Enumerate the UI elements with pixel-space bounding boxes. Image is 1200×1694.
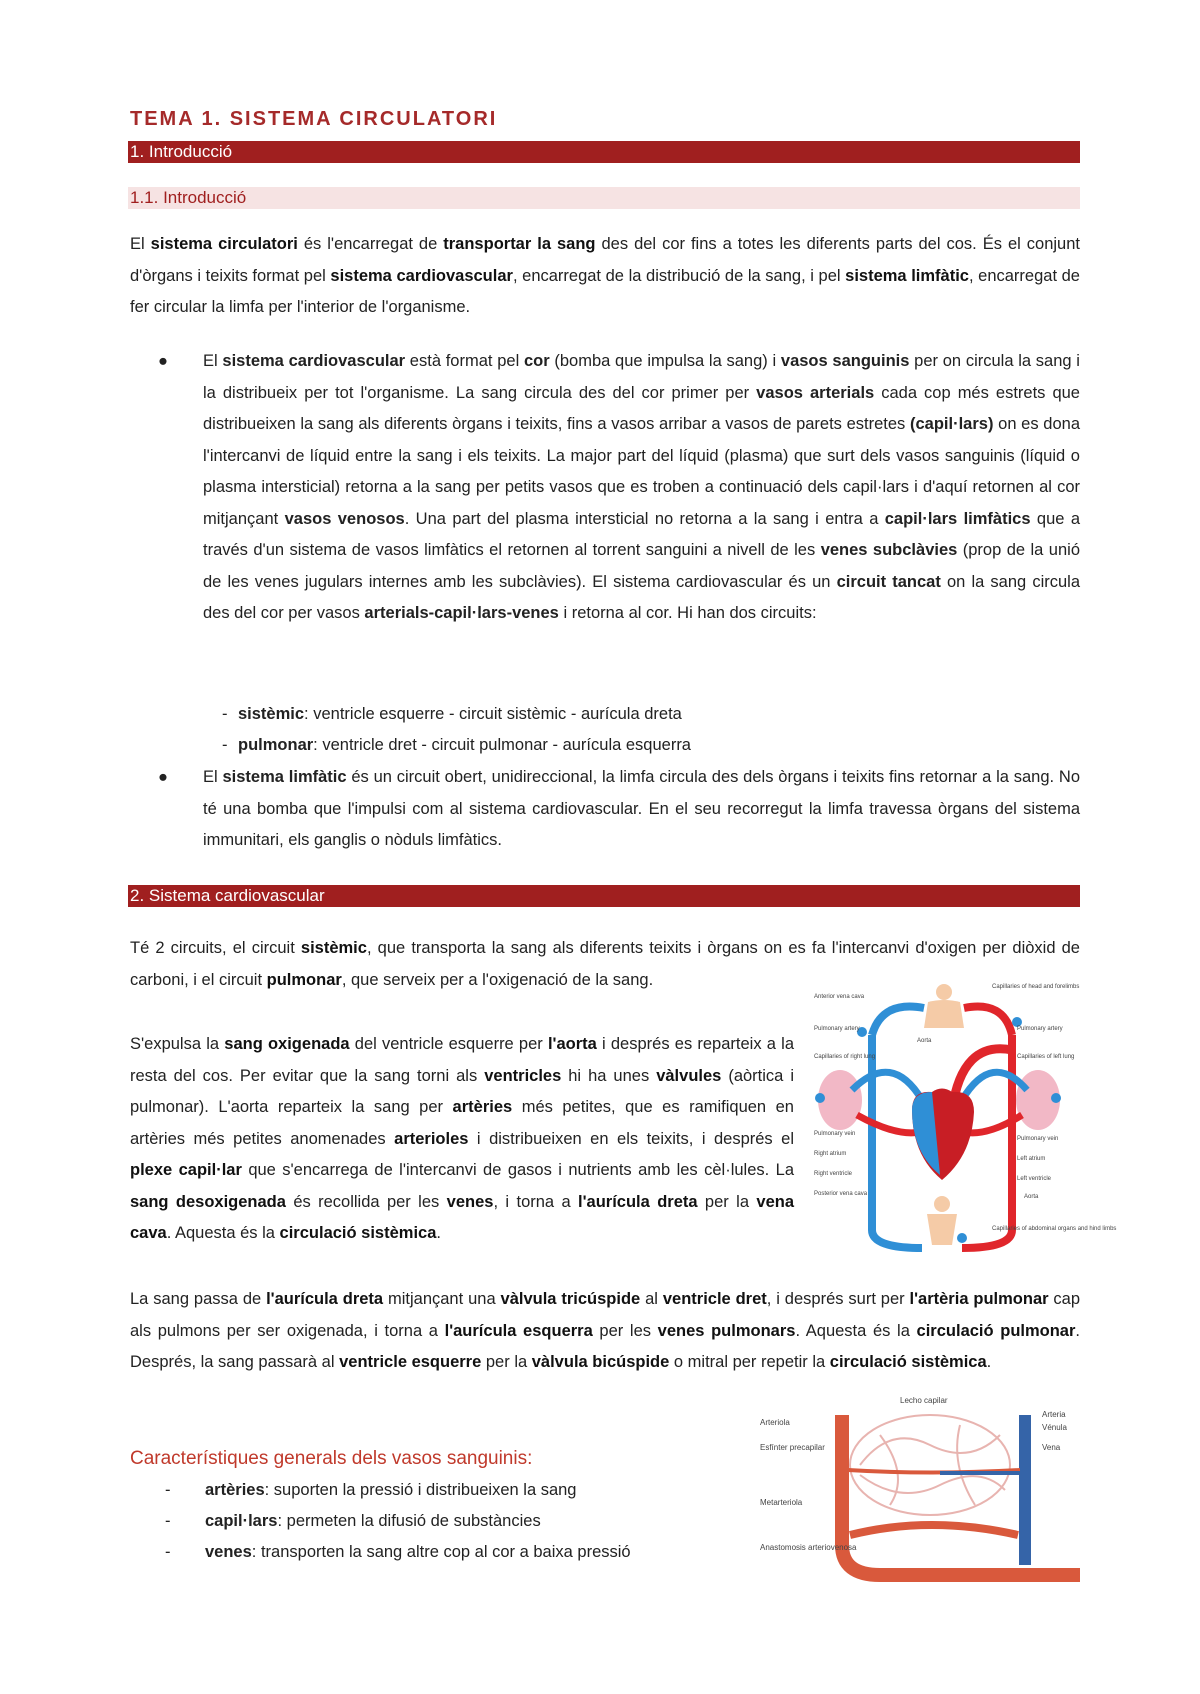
label-pulmonary-artery-right: Pulmonary artery: [814, 1026, 860, 1032]
marker-icon: [957, 1233, 967, 1243]
vessels-subheading: Característiques generals dels vasos sanguinis:: [130, 1448, 533, 1469]
paragraph-systemic: S'expulsa la sang oxigenada del ventricle esquerre per l'aorta i després es reparteix a la resta del cos. Per evitar que la sang torni als ventricles hi ha unes vàlvules (aòrtica i pulmonar). L'aorta reparteix la sang per artèries més petites, que es ramifiquen en artèries més petites anomenades arterioles i distribueixen en els teixits, i després el plexe capil·lar que s'encarrega de l'intercanvi de gasos i nutrients amb les cèl·lules. La sang desoxigenada és recollida per les venes, i torna a l'aurícula dreta per la vena cava. Aquesta és la circulació sistèmica.: [130, 1035, 795, 1242]
label-vein: Vena: [1042, 1443, 1061, 1452]
capillary-bed-diagram: [760, 1395, 1100, 1595]
label-right-ventricle: Right ventricle: [814, 1171, 853, 1177]
artery-vessel: [842, 1415, 1080, 1575]
right-lung: [818, 1070, 862, 1130]
label-left-ventricle: Left ventricle: [1017, 1176, 1052, 1182]
capillary-bed: [850, 1415, 1010, 1515]
label-pulmonary-vein-right: Pulmonary vein: [814, 1131, 856, 1137]
vessel-item-arteries: - artèries: suporten la pressió i distribueixen la sang: [165, 1481, 577, 1499]
bullet-dot: ●: [158, 352, 168, 370]
label-capillaries-abdominal: Capillaries of abdominal organs and hind limbs: [992, 1226, 1117, 1232]
section-heading-1-1: 1.1. Introducció: [128, 187, 1080, 209]
arteriovenous-anastomosis: [850, 1525, 1018, 1535]
vessel-item-capillaries: - capil·lars: permeten la difusió de substàncies: [165, 1512, 541, 1530]
label-anterior-vena-cava: Anterior vena cava: [814, 994, 865, 1000]
label-capillary-bed: Lecho capilar: [900, 1396, 948, 1405]
intro-paragraph: El sistema circulatori és l'encarregat de transportar la sang des del cor fins a totes les diferents parts del cos. És el conjunt d'òrgans i teixits format pel sistema cardiovascular, encarregat de la distribució de la sang, i pel sistema limfàtic, encarregat de fer circular la limfa per l'interior de l'organisme.: [130, 235, 1080, 316]
label-capillaries-head: Capillaries of head and forelimbs: [992, 984, 1080, 990]
section-heading-2: 2. Sistema cardiovascular: [128, 885, 1080, 907]
label-aorta-bottom: Aorta: [1024, 1194, 1039, 1200]
label-aorta-top: Aorta: [917, 1038, 932, 1044]
vena-cava: [872, 1035, 922, 1248]
bullet-limfatic: ● El sistema limfàtic és un circuit obert, unidireccional, la limfa circula des dels òrgans i teixits fins retornar a la sang. No té una bomba que l'impulsi com al sistema cardiovascular. En el seu recorregut la limfa travessa òrgans del sistema immunitari, els ganglis o nòduls limfàtics.: [168, 762, 1080, 857]
label-left-atrium: Left atrium: [1017, 1156, 1046, 1162]
pulmonary-artery-right: [852, 1072, 922, 1100]
label-capillaries-right-lung: Capillaries of right lung: [814, 1054, 876, 1060]
label-right-atrium: Right atrium: [814, 1151, 847, 1157]
capillary: [860, 1475, 1005, 1493]
paragraph-two-circuits: Té 2 circuits, el circuit sistèmic, que transporta la sang als diferents teixits i òrgans on es fa l'intercanvi d'oxigen per diòxid de carboni, i el circuit pulmonar, que serveix per a l'oxigenació de la sang.: [130, 939, 1080, 989]
marker-icon: [1051, 1093, 1061, 1103]
label-pulmonary-vein-left: Pulmonary vein: [1017, 1136, 1059, 1142]
head-figure: [924, 984, 964, 1028]
label-metarteriole: Metarteriola: [760, 1498, 803, 1507]
circuit-item-sistemic: - sistèmic: ventricle esquerre - circuit sistèmic - aurícula dreta: [222, 705, 682, 723]
vein-upper-left: [872, 1007, 924, 1035]
document-title: TEMA 1. SISTEMA CIRCULATORI: [130, 108, 498, 130]
heart: [912, 1089, 974, 1181]
circuit-item-pulmonar: - pulmonar: ventricle dret - circuit pulmonar - aurícula esquerra: [222, 736, 691, 754]
label-venule: Vénula: [1042, 1423, 1067, 1432]
artery-upper-right: [964, 1007, 1012, 1035]
body-figure: [927, 1196, 957, 1245]
marker-icon: [815, 1093, 825, 1103]
label-precapillary-sphincter: Esfínter precapilar: [760, 1443, 825, 1452]
vessel-item-veins: - venes: transporten la sang altre cop al cor a baixa pressió: [165, 1543, 631, 1561]
label-arteriovenous-anastomosis: Anastomosis arteriovenosa: [760, 1543, 857, 1552]
label-artery: Arteria: [1042, 1410, 1066, 1419]
bullet-cardiovascular: ● El sistema cardiovascular està format pel cor (bomba que impulsa la sang) i vasos sanguinis per on circula la sang i la distribueix per tot l'organisme. La sang circula des del cor primer per vasos arterials cada cop més estrets que distribueixen la sang als diferents òrgans i teixits, fins a vasos arribar a vasos de parets estretes (capil·lars) on es dona l'intercanvi de líquid entre la sang i els teixits. La major part del líquid (plasma) que surt dels vasos sanguinis (líquid o plasma intersticial) retorna a la sang per petits vasos que es troben a continuació dels capil·lars i d'aquí retornen al cor mitjançant vasos venosos. Una part del plasma intersticial no retorna a la sang i entra a capil·lars limfàtics que a través d'un sistema de vasos limfàtics el retornen al torrent sanguini a nivell de les venes subclàvies (prop de la unió de les venes jugulars internes amb les subclàvies). El sistema cardiovascular és un circuit tancat on la sang circula des del cor per vasos arterials-capil·lars-venes i retorna al cor. Hi han dos circuits:: [168, 346, 1080, 630]
label-posterior-vena-cava: Posterior vena cava: [814, 1191, 868, 1197]
label-pulmonary-artery-left: Pulmonary artery: [1017, 1026, 1063, 1032]
label-arteriole: Arteriola: [760, 1418, 790, 1427]
label-capillaries-left-lung: Capillaries of left lung: [1017, 1054, 1075, 1060]
bullet-dot: ●: [158, 768, 168, 786]
capillary: [957, 1425, 975, 1505]
section-heading-1: 1. Introducció: [128, 141, 1080, 163]
circulatory-system-diagram: [812, 980, 1117, 1260]
capillary: [860, 1435, 1000, 1465]
paragraph-pulmonary: La sang passa de l'aurícula dreta mitjançant una vàlvula tricúspide al ventricle dret, i després surt per l'artèria pulmonar cap als pulmons per ser oxigenada, i torna a l'aurícula esquerra per les venes pulmonars. Aquesta és la circulació pulmonar. Després, la sang passarà al ventricle esquerre per la vàlvula bicúspide o mitral per repetir la circulació sistèmica.: [130, 1290, 1081, 1371]
